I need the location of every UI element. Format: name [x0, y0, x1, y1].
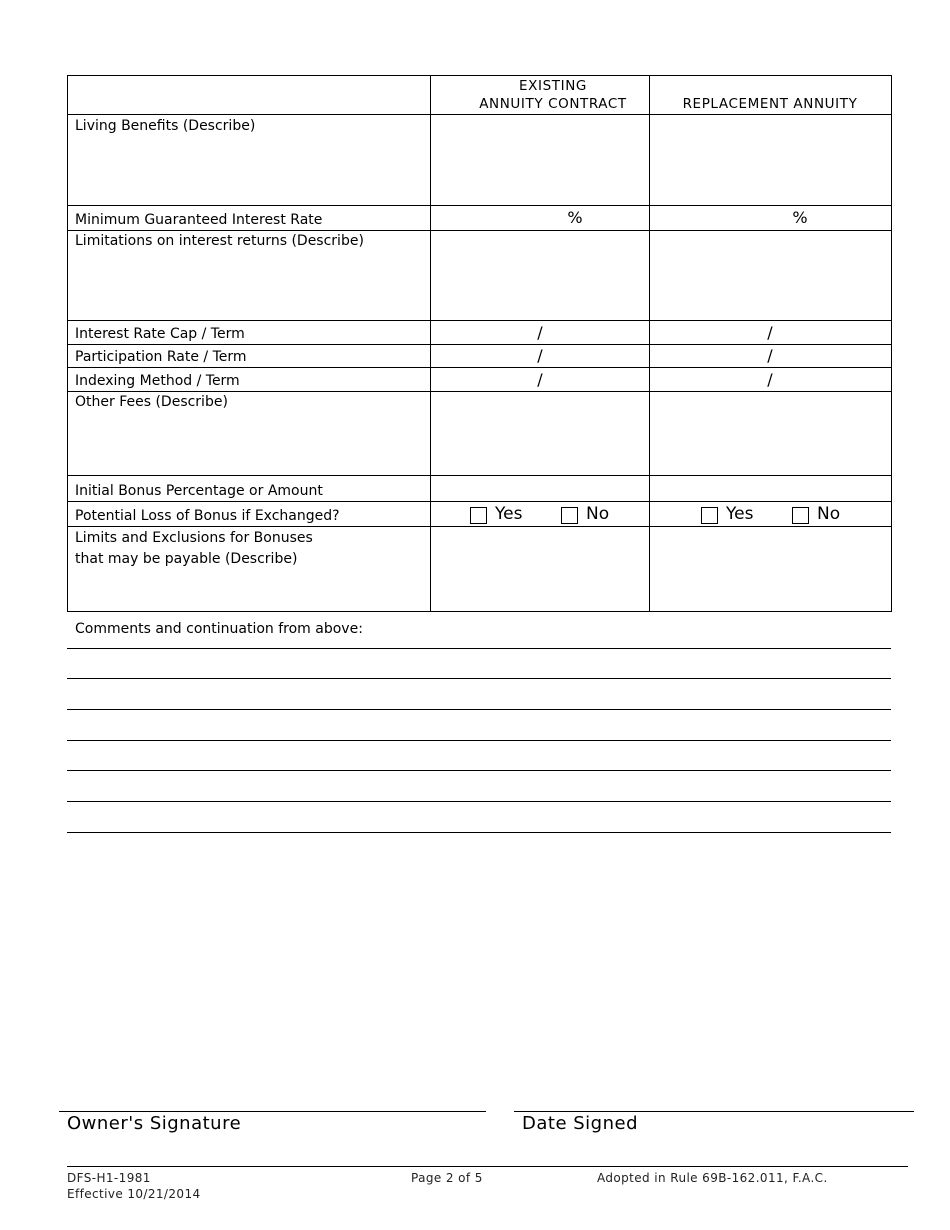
row-label-indexing: Indexing Method / Term [75, 373, 240, 389]
replacement-yes-label: Yes [726, 504, 754, 524]
header-existing-line1: EXISTING [519, 78, 587, 94]
replacement-limitations-field[interactable] [650, 231, 891, 320]
footer-adopted-rule: Adopted in Rule 69B-162.011, F.A.C. [597, 1171, 828, 1185]
replacement-no-checkbox[interactable] [792, 507, 809, 524]
existing-limitations-field[interactable] [431, 231, 649, 320]
existing-yes-label: Yes [495, 504, 523, 524]
existing-min-interest-percent[interactable]: % [567, 208, 583, 227]
replacement-no-label: No [817, 504, 841, 524]
existing-indexing-field[interactable]: / [537, 370, 543, 389]
existing-bonus-field[interactable] [431, 476, 649, 501]
existing-no-label: No [586, 504, 610, 524]
row-label-bonus: Initial Bonus Percentage or Amount [75, 483, 323, 499]
existing-limits-field[interactable] [431, 527, 649, 611]
replacement-other-fees-field[interactable] [650, 392, 891, 475]
row-label-limits-line2: that may be payable (Describe) [75, 551, 298, 567]
comments-label: Comments and continuation from above: [75, 621, 363, 637]
existing-participation-field[interactable]: / [537, 346, 543, 365]
row-label-limitations: Limitations on interest returns (Describe) [75, 233, 364, 249]
replacement-limits-field[interactable] [650, 527, 891, 611]
replacement-bonus-field[interactable] [650, 476, 891, 501]
replacement-participation-field[interactable]: / [767, 346, 773, 365]
owner-signature-line[interactable] [59, 1111, 486, 1112]
replacement-living-benefits-field[interactable] [650, 115, 891, 205]
row-label-loss-bonus: Potential Loss of Bonus if Exchanged? [75, 508, 340, 524]
row-label-participation: Participation Rate / Term [75, 349, 247, 365]
date-signed-label: Date Signed [522, 1113, 639, 1134]
replacement-indexing-field[interactable]: / [767, 370, 773, 389]
existing-living-benefits-field[interactable] [431, 115, 649, 205]
header-replacement: REPLACEMENT ANNUITY [682, 96, 858, 112]
replacement-min-interest-percent[interactable]: % [792, 208, 808, 227]
existing-rate-cap-field[interactable]: / [537, 323, 543, 342]
owner-signature-label: Owner's Signature [67, 1113, 242, 1134]
existing-other-fees-field[interactable] [431, 392, 649, 475]
row-label-limits-line1: Limits and Exclusions for Bonuses [75, 530, 313, 546]
existing-yes-checkbox[interactable] [470, 507, 487, 524]
footer-form-id: DFS-H1-1981 [67, 1171, 151, 1185]
existing-no-checkbox[interactable] [561, 507, 578, 524]
date-signed-line[interactable] [514, 1111, 914, 1112]
footer-effective-date: Effective 10/21/2014 [67, 1187, 201, 1201]
replacement-yes-checkbox[interactable] [701, 507, 718, 524]
row-label-living-benefits: Living Benefits (Describe) [75, 118, 256, 134]
header-existing-line2: ANNUITY CONTRACT [479, 96, 627, 112]
row-label-other-fees: Other Fees (Describe) [75, 394, 228, 410]
row-label-rate-cap: Interest Rate Cap / Term [75, 326, 245, 342]
row-label-min-interest: Minimum Guaranteed Interest Rate [75, 212, 323, 228]
replacement-rate-cap-field[interactable]: / [767, 323, 773, 342]
footer-rule [67, 1166, 908, 1167]
footer-page-number: Page 2 of 5 [411, 1171, 483, 1185]
